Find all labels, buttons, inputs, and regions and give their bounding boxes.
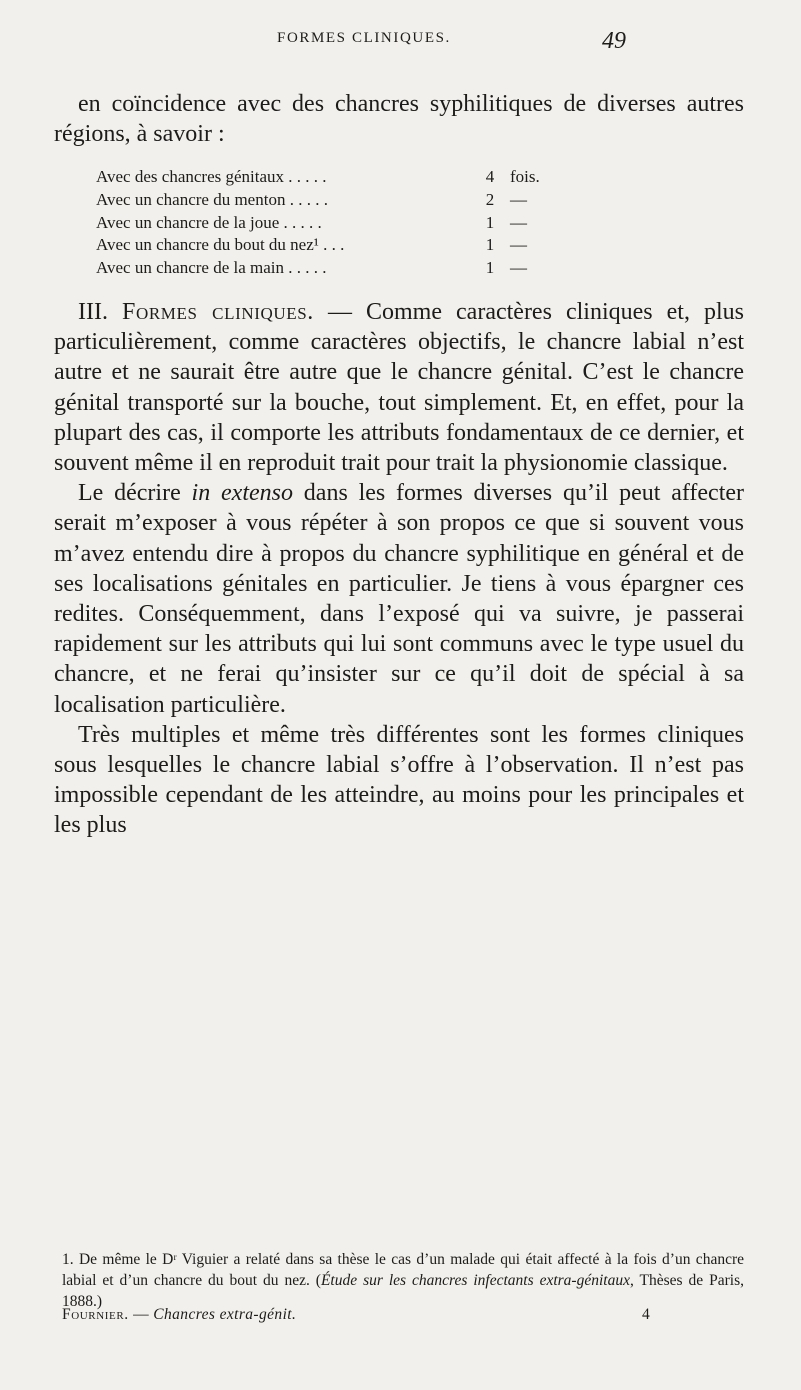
running-head: [0, 26, 801, 66]
intro-paragraph: [54, 89, 744, 149]
location-label: Avec un chancre du menton . . . . .: [96, 189, 328, 209]
signature-line: [62, 1306, 744, 1330]
location-label: Avec un chancre de la joue . . . . .: [96, 212, 322, 232]
location-label: Avec un chancre de la main . . . . .: [96, 258, 327, 278]
footnote-tail: , Thèses de Paris, 1888.): [62, 1272, 744, 1310]
section-body: [54, 297, 744, 841]
location-count: 2: [485, 189, 495, 209]
list-item: [96, 190, 686, 213]
signature-author: Fournier.: [62, 1306, 129, 1323]
signature-title: Chancres extra-génit.: [153, 1306, 297, 1323]
location-count: 1: [485, 235, 495, 255]
location-unit: —: [510, 258, 527, 278]
section-paragraph-1-text: — Comme caractères cliniques et, plus particulièrement, comme caractères objectifs, le chancre labial n’est autre et ne saurait être autre que le chancre génital. C’est le chancre génital transporté sur la bouche, tout simplement. Et, en effet, pour la plupart des cas, il comporte les attributs fondamentaux de ce dernier, et souvent même il en reproduit trait pour trait la physionomie classique.: [54, 299, 745, 477]
intro-text: en coïncidence avec des chancres syphilitiques de diverses autres régions, à savoir :: [54, 91, 744, 148]
location-unit: —: [510, 189, 527, 209]
italic-phrase: in extenso: [191, 480, 293, 507]
footnote-italic-title: Étude sur les chancres infectants extra-génitaux: [320, 1272, 630, 1289]
list-item: [96, 167, 686, 190]
list-item: [96, 258, 686, 281]
location-unit: fois.: [510, 167, 540, 186]
section-paragraph-1: [54, 297, 744, 478]
location-unit: —: [510, 235, 527, 255]
section-number: III.: [78, 299, 108, 325]
page-number: 49: [602, 28, 626, 54]
location-count: 1: [485, 258, 495, 278]
location-label: Avec des chancres génitaux . . . . .: [96, 167, 327, 186]
footnote-text: [62, 1249, 744, 1312]
list-item: [96, 235, 686, 258]
running-title: FORMES CLINIQUES.: [277, 30, 451, 46]
list-item: [96, 213, 686, 236]
section-paragraph-3: Très multiples et même très différentes sont les formes cliniques sous lesquelles le chancre labial s’offre à l’observation. Il n’est pas impossible cependant de les atteindre, au moins pour les principales et les plus: [54, 721, 744, 839]
location-count: 4: [485, 167, 495, 186]
footnote: [62, 1249, 744, 1312]
location-unit: —: [510, 212, 527, 232]
section-paragraph-2-start: Le décrire: [78, 480, 181, 507]
section-paragraph-2: [54, 478, 744, 720]
location-count: 1: [485, 212, 495, 232]
section-paragraph-2-rest: dans les formes diverses qu’il peut affecter serait m’exposer à vous répéter à son propos ce que si souvent vous m’avez entendu dire à propos du chancre syphilitique en général et de ses localisations génitales en particulier. Je tiens à vous épargner ces redites. Conséquemment, dans l’exposé qui va suivre, je passerai rapidement sur les attributs qui lui sont communs avec le type usuel du chancre, et ne ferai qu’insister sur ce qu’il doit de spécial à sa localisation particulière.: [54, 480, 745, 718]
location-list: [96, 167, 686, 281]
section-heading: Formes cliniques.: [122, 299, 314, 325]
location-label: Avec un chancre du bout du nez¹ . . .: [96, 235, 345, 255]
signature-text: [62, 1306, 296, 1324]
signature-sheet-number: 4: [642, 1306, 650, 1323]
footnote-lead: 1. De même le Dʳ Viguier a relaté dans sa thèse le cas d’un malade qui était affecté à la fois d’un chancre labial et d’un chancre du bout du nez. (: [62, 1251, 744, 1289]
signature-separator: —: [133, 1306, 149, 1323]
